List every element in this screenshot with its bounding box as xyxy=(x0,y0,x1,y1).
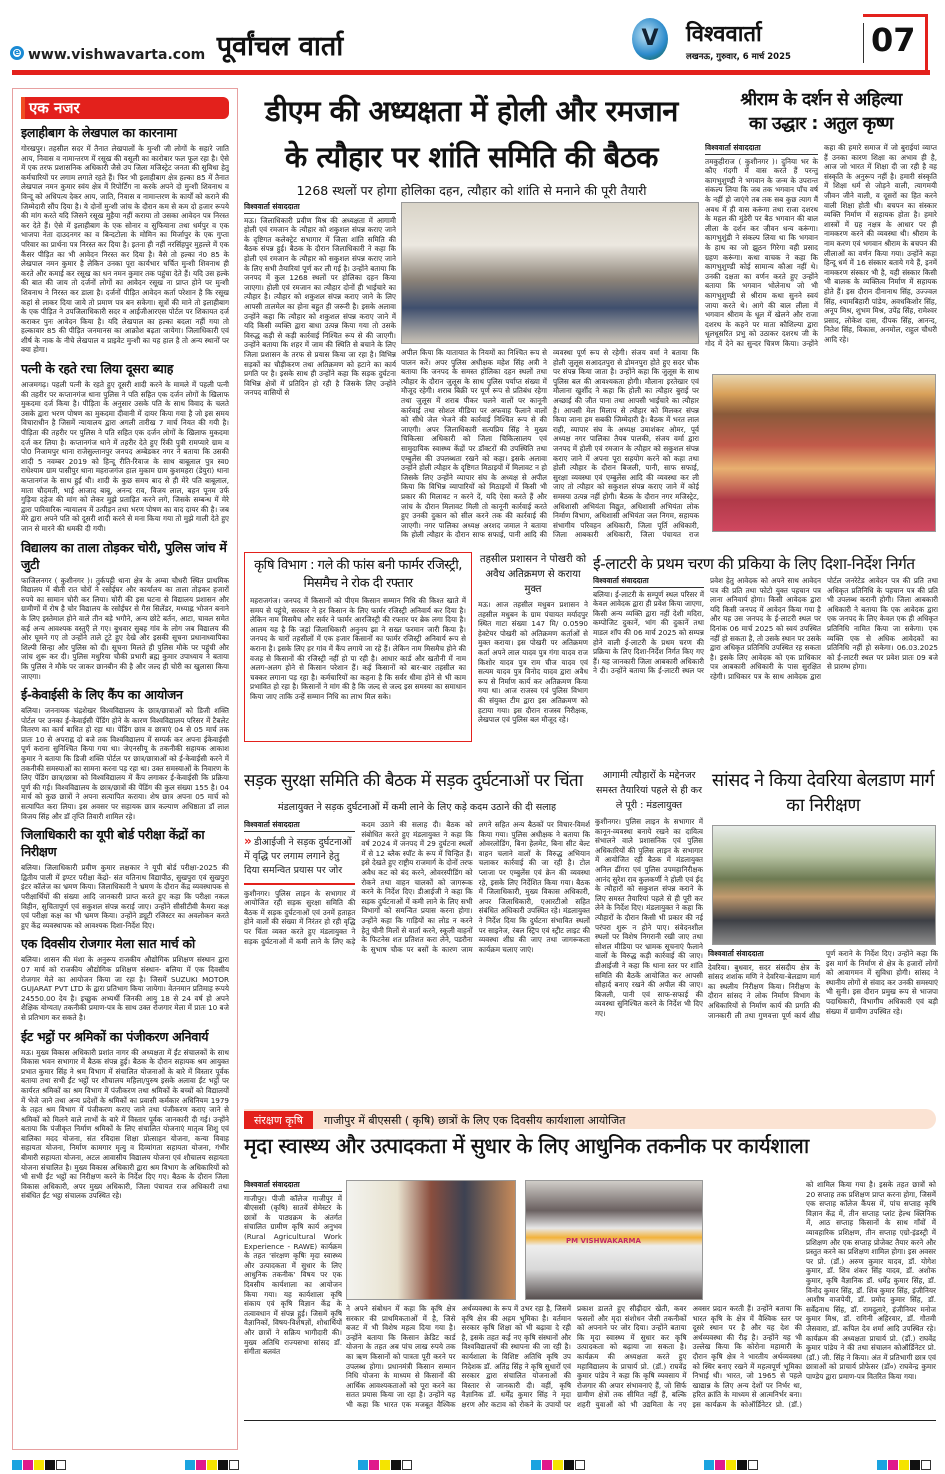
sadak-story-body: कुशीनगर। पुलिस लाइन के सभागार में आयोजित रही सड़क सुरक्षा समिति की बैठक में सड़क दुर्घटनाओं एवं उनमें हताहत होने वालों की संख्या में निरंतर हो रही वृद्धि पर चिंता व्यक्त करते हुए मंडलायुक्त ने सड़क दुर्घटनाओं में कमी लाने के लिए कड़े कदम उठाने की सलाह दी। बैठक को संबोधित करते हुए मंडलायुक्त ने कहा कि वर्ष 2024 में जनपद में 29 दुर्घटना स्थलों में से 12 ब्लैक स्पॉट के रूप में चिन्हित हैं। इसे देखते हुए राष्ट्रीय राजमार्ग के दोनों तरफ अवैध कट को बंद करने, ओवरस्पीडिंग को रोकने तथा वाहन चालकों को जागरूक करने के निर्देश दिए। डीआईजी ने कहा कि सड़क दुर्घटनाओं में कमी लाने के लिए सभी विभागों को समन्वित प्रयास करना होगा। उन्होंने कहा कि गाड़ियों का लोड न करने हेतु चीनी मिलों से वार्ता करने, स्कूली वाहनों के फिटनेस शत प्रतिशत करा लेने, पडरौना के सुभाष चौक पर बसों के कारण जाम लगने सहित अन्य बैठकों पर विचार-विमर्श किया गया। पुलिस अधीक्षक ने बताया कि ओवरलोडिंग, बिना हेलमेट, बिना सीट बेल्ट वाहन चलाने वालों के विरुद्ध अभियान चलाकर कार्रवाई की जा रही है। टोल प्लाजा पर एम्बुलेंस एवं क्रेन की व्यवस्था रहे, इसके लिए निर्देशित किया गया। बैठक में जिलाधिकारी, मुख्य विकास अधिकारी, अपर जिलाधिकारी, एआरटीओ सहित संबंधित अधिकारी उपस्थित रहे। मंडलायुक्त ने निर्देश दिया कि दुर्घटना संभावित स्थलों पर साइनेज, रंबल स्ट्रिप एवं स्ट्रीट लाइट की व्यवस्था शीघ्र की जाए तथा जागरूकता कार्यक्रम चलाए जाएं। xyxy=(244,820,590,954)
left-story-title: ई-केवाईसी के लिए कैंप का आयोजन xyxy=(21,687,183,703)
color-registration-marks xyxy=(12,1455,932,1467)
sanrakshan-krishi-banner xyxy=(244,1109,936,1129)
double-chevron-icon: » xyxy=(244,833,252,848)
tehsil-story: तहसील प्रशासन ने पोखरी को अवैध अतिक्रमण से कराया मुक्त मऊ। आज तहसील मधुबन प्रशासन ने तहसील मधुबन के ग्राम पंचायत मर्यादपुर स्थित गाटा संख्या 147 मि/ 0.0590 हेक्टेयर पोखरी को अतिक्रमण कर्ताओं से मुक्त कराया। इस पोखरी पर अतिक्रमण कर्ता अपने लाल यादव पुत्र गंगा यादव राज किशोर यादव पुत्र राम चीज यादव एवं सत्यम यादव पुत्र विनोद यादव द्वारा अवैध रूप से निर्माण कार्य कर अतिक्रमण किया गया था। आज राजस्व एवं पुलिस विभाग की संयुक्त टीम द्वारा इस अतिक्रमण को हटाया गया। इस दौरान राजस्व निरीक्षक, लेखपाल एवं पुलिस बल मौजूद रहे। xyxy=(478,554,588,725)
left-story-title: इलाहीबाग के लेखपाल का कारनामा xyxy=(21,125,177,140)
shriram-headline: श्रीराम के दर्शन से अहिल्या का उद्धार : अतुल कृष्ण xyxy=(740,90,902,134)
sansad-story: विश्ववार्ता संवाददाता देवरिया। बुधवार, सदर संसदीय क्षेत्र के सांसद शशांक मणि ने देवरिया-बेलडाण मार्ग का स्थलीय निरीक्षण किया। निरीक्षण के दौरान सांसद ने लोक निर्माण विभाग के अधिकारियों से निर्माण कार्य की प्रगति की जानकारी ली तथा गुणवत्ता पूर्ण कार्य शीघ्र पूर्ण कराने के निर्देश दिए। उन्होंने कहा कि इस मार्ग के निर्माण से क्षेत्र के हजारों लोगों को आवागमन में सुविधा होगी। सांसद ने स्थानीय लोगों से संवाद कर उनकी समस्याएं भी सुनी। इस दौरान प्रमुख रूप से भाजपा पदाधिकारी, विभागीय अधिकारी एवं बड़ी संख्या में ग्रामीण उपस्थित रहे। xyxy=(708,949,938,1020)
main-story: विश्ववार्ता संवाददाता मऊ। जिलाधिकारी प्रवीण मिश्र की अध्यक्षता में आगामी होली एवं रमजान के त्यौहार को शकुशल संपन्न कराए जाने के दृष्टिगत कलेक्ट्रेट सभागार में जिला शांति समिति की बैठक संपन्न हुई। बैठक के दौरान जिलाधिकारी ने कहा कि होली एवं रमजान के त्यौहार को सकुशल संपन्न कराए जाने के लिए सभी तैयारियां पूर्ण कर ली गई है। उन्होंने बताया कि जनपद में कुल 1268 स्थलों पर होलिका दहन किया जाएगा। होली एवं रमजान का त्यौहार दोनों ही भाईचारे का त्यौहार है। त्यौहार को शकुशल संपन्न कराए जाने के लिए आपसी तालमेल का होना बहुत ही जरूरी है। इसके अलावा उन्होंने कहा कि त्यौहार को शकुशल संपन्न कराए जाने में यदि किसी व्यक्ति द्वारा बाधा उत्पन्न किया गया तो उसके विरुद्ध कड़ी से कड़ी कार्रवाई निश्चित रूप से की जाएगी। उन्होंने बताया कि शहर में जाम की स्थिति से बचाने के लिए जिला प्रशासन के तरफ से प्रयास किया जा रहा है। विभिन्न सड़कों का चौड़ीकरण तथा अतिक्रमण को हटाने का कार्य प्रगति पर है। इसके साथ ही उन्होंने कहा कि सड़क दुर्घटना विभिन्न क्षेत्रों में प्रतिदिन हो रही है जिसके लिए उन्होंने जनपद वासियों से अपील किया कि यातायात के नियमों का निश्चित रूप से पालन करें। अपर पुलिस अधीक्षक महेश सिंह अत्री ने बताया कि जनपद के समस्त होलिका दहन स्थलों तथा त्यौहार के दौरान जुलूस के साथ पुलिस पर्याप्त संख्या में मौजूद रहेगी। शराब बिक्री पर पूर्ण रूप से प्रतिबंध रहेगा तथा जुलूस में शराब पीकर चलने वालों पर कानूनी कार्रवाई तथा सोशल मीडिया पर अफवाह फैलाने वालों को सीधे जेल भेजने की कार्रवाई निश्चित रूप से की जाएगी। अपर जिलाधिकारी सत्यप्रिय सिंह ने मुख्य चिकित्सा अधिकारी को जिला चिकित्सालय एवं सामुदायिक स्वास्थ्य केंद्रों पर डॉक्टरों की उपस्थिति तथा एम्बुलेंस की उपलब्धता रखने को कहा। इसके अलावा उन्होंने होली त्यौहार के दृष्टिगत मिठाइयों में मिलावट न हो जिसके लिए उन्होंने व्यापार संघ के अध्यक्ष से अपील किया कि विभिन्न व्यापारियों को मिठाइयों में किसी भी प्रकार की मिलावट न करने दें, यदि ऐसा करते हैं और जांच के दौरान मिलावट मिली तो कानूनी कार्रवाई करते हुए उनकी दुकान को सील करने तक की कार्रवाई की जाएगी। नगर पालिका अध्यक्ष अरशद जमाल ने बताया कि होली त्यौहार के दौरान साफ सफाई, पानी आदि की व्यवस्था पूर्ण रूप से रहेगी। संजय वर्मा ने बताया कि होली जुलूस सआदतपुरा से डोमनपुरा होते हुए सदर चौक पर संपन्न किया जाता है। उन्होंने कहा कि जुलूस के साथ पुलिस बल की आवश्यकता होगी। मौलाना इरतेखार एवं मौलाना खुर्शीद ने कहा कि होली का त्यौहार बुराई पर अच्छाई की जीत पाना तथा आपसी भाईचारे का त्यौहार है। आपसी मेल मिलाप से त्यौहार को मिलकर संपन्न किया जाना हम सबकी जिम्मेदारी है। बैठक में भरत लाल राही, व्यापार संघ के अध्यक्ष उमाशंकर ओमर, पूर्व अध्यक्ष नगर पालिका तैयब पालकी, संजय वर्मा द्वारा जनपद में होली एवं रमजान के त्यौहार को सकुशल संपन्न कराए जाने में अपना पूरा सहयोग करने को कहा तथा होली त्यौहार के दौरान बिजली, पानी, साफ सफाई, सुरक्षा व्यवस्था एवं एम्बुलेंस आदि की व्यवस्था कर ली जाए तो त्यौहार को सकुशल संपन्न कराए जाने में कोई समस्या उत्पन्न नहीं होगी। बैठक के दौरान नगर मजिस्ट्रेट, अधिशासी अभियंता विद्युत, अधिशासी अभियंता लोक निर्माण विभाग, अधिशासी अभियंता जल निगम, सहायक संभागीय परिवहन अधिकारी, जिला पूर्ति अधिकारी, जिला आबकारी अधिकारी, जिला पंचायत राज xyxy=(244,202,699,540)
masthead xyxy=(0,0,945,76)
left-story xyxy=(21,935,229,1022)
cmyk-swatch-group xyxy=(877,1455,932,1467)
cmyk-swatch-group xyxy=(185,1455,240,1467)
left-story-body: बलिया। शासन की मंशा के अनुरूप राजकीय औद्योगिक प्रशिक्षण संस्थान द्वारा 07 मार्च को राजकीय औद्योगिक प्रशिक्षण संस्थान- बलिया में एक दिवसीय रोजगार मेले का आयोजन किया जा रहा है। जिसमें SUZUKI MOTOR GUJARAT PVT LTD के द्वारा प्रतिभाग किया जायेगा। वेतनमान प्रतिमाह रूपये 24550.00 देय है। इच्छुक अभ्यर्थी जिनकी आयु 18 से 24 वर्ष हो अपने शैक्षिक योग्यता/ तकनीकी प्रमाण-पत्र के साथ उक्त रोजगार मेला में प्रातः 10 बजे से प्रतिभाग कर सकते है। xyxy=(21,955,229,1022)
workshop-photo-1 xyxy=(346,1180,516,1300)
page-number-box xyxy=(863,14,928,74)
shriram-story: विश्ववार्ता संवाददाता तमकुहीराज ( कुशीनगर )। दुनिया भर के कौए गंदगी में वास करते हैं परन्तु कागभुशुण्डी ने भगवान के जन्म के उपरान्त संकल्प लिया कि जब तक भगवान पाँच वर्ष के नहीं हो जाएंगे तब तक सब कुछ त्याग मैं अवध में ही वास करूंगा तथा राजा दशरथ के महल की मुंडेरी पर बैठ भगवान की बाल लीला के दर्शन कर जीवन धन्य करूंगा। कागभुशुंडी ने संकल्प लिया था कि भगवान के हाथ का जो झूठन गिरेगा वही प्रसाद ग्रहण करूंगा। कथा वाचक ने कहा कि कागभुशुण्डी कोई सामान्य कौआ नहीं थे। उनकी दक्षता का वर्णन करते हुए उन्होंने बताया कि भगवान भोलेनाथ जो भी कागभुशुण्डी से श्रीराम कथा सुनने स्वयं जाया करते थे। आगे की बाल लीला में भगवान श्रीराम के धूल में खेलने और राजा दशरथ के कहने पर माता कौशिल्या द्वारा धूलधूसरित प्रभु को उठाकर दशरथ जी के गोद में देने का सुन्दर चित्रण किया। उन्होंने कहा की हमारे समाज में जो बुराईयां व्याप्त हैं उनका कारण शिक्षा का अभाव ही है, आज जो भारत में शिक्षा दी जा रही है वह संस्कृति के अनुरूप नहीं है। हमारी संस्कृति में शिक्षा धर्म से जोड़ने वाली, त्यागमयी जीवन जीने वाली, व दूसरों का हित करने वाली शिक्षा होती थी। बचपन का संस्कार व्यक्ति निर्माण में सहायक होता है। हमारे शास्त्रों में ग्रह नक्षत्र के आधार पर ही नामकरण करने की व्यवस्था थी। श्रीराम के नाम करण एवं भगवान श्रीराम के बचपन की लीलाओं का वर्णन किया गया। उन्होंने कहा हिन्दू धर्म में 16 संस्कार बताये गये हैं, इनमें नामकरण संस्कार भी है, यही संस्कार किसी भी बालक के व्यक्तित्व निर्माण में सहायक होते हैं। इस दौरान दीनानाथ सिंह, उज्ज्वल सिंह, श्यामबिहारी पांडेय, अवधकिशोर सिंह, अनूप मिश्र, शुभम मिश्र, उपेंद्र सिंह, रामेश्वर प्रसाद, लोकेश दास, दीपक सिंह, आनन्द, नितेश सिंह, विकास, अनमोल, राहुल चौधरी आदि रहे। xyxy=(705,143,937,348)
left-story xyxy=(21,360,229,534)
ek-nazar-banner: एक नजर xyxy=(21,97,229,119)
left-story-body: बलिया। जननायक चंद्रशेखर विश्वविद्यालय के छात्र/छात्राओं को डिजी शक्ति पोर्टल पर उनका ई-केवाईसी पेंडिंग होने के कारण विश्वविद्यालय परिसर में टैबलेट वितरण का कार्य बाधित हो रहा था। पेंडिंग छात्र व छात्राएं 04 से 05 मार्च तक प्रातः 10 से अपराह्न दो बजे तक विश्वविद्यालय में सम्पर्क कर अपना ईकेवाईसी पूर्ण कराना सुनिश्चित किया गया था। जेएनसीयू के तकनीकी सहायक आकाश कुमार ने बताया कि डिजी शक्ति पोर्टल पर छात्र/छात्राओं को ई-केवाईसी करने में तकनीकी समस्याओं का सामना करना पड़ रहा था। उक्त समस्याओं के निवारण के लिए पेंडिंग छात्र/छात्रा को विश्वविद्यालय में कैंप लगाकर ई-केवाईसी कि प्रक्रिया पूर्ण की गई। विश्वविद्यालय के छात्र/छात्रों की पेंडिंग की कुल संख्या 155 है। 04 मार्च को कुछ छात्रों ने अपना सत्यापित कराया। शेष छात्र अपना 05 मार्च को सत्यापित करा लिया। इस अवसर पर सहायक छात्र कल्याण अधिष्ठाता डॉ लाल विजय सिंह और डॉ तृप्ति तिवारी शामिल रहे। xyxy=(21,706,229,821)
page-number: 07 xyxy=(871,21,916,59)
krishi-story: कृषि विभाग : गले की फांस बनी फार्मर रजिस्ट्री, मिसमैच ने रोक दी रफ्तार महराजगंज। जनपद में किसानों को पीएम किसान सम्मान निधि की किश्त खाते में समय से पहुंचे, सरकार ने हर किसान के लिए फार्मर रजिस्ट्री अनिवार्य कर दिया है। लेकिन नाम मिसमैच और सर्वर ने फार्मर आरजिस्ट्री की रफ्तार पर ब्रेक लगा दिया है। आलम यह है कि जहां जिलाधिकारी अनुनय झा ने सख्त फरमान जारी किया है। जनपद के चारों तहसीलों में एक हजार किसानों का फार्मर रजिस्ट्री अनिवार्य रूप से कराना है। इसके लिए हर गांव में कैंप लगाये जा रहे हैं। लेकिन नाम मिसमैच होने की वजह से किसानों की रजिस्ट्री नहीं हो पा रही है। आधार कार्ड और खतौनी में नाम अलग-अलग होने से किसान परेशान हैं। कई किसानों को बार-बार तहसील का चक्कर लगाना पड़ रहा है। कर्मचारियों का कहना है कि सर्वर धीमा होने से भी काम प्रभावित हो रहा है। किसानों ने मांग की है कि जल्द से जल्द इस समस्या का समाधान किया जाए ताकि उन्हें सम्मान निधि का लाभ मिल सके। xyxy=(244,552,472,742)
ie-icon: e xyxy=(10,46,24,60)
road-inspection-photo xyxy=(712,825,936,945)
brand-logo: V xyxy=(632,18,668,60)
main-subheadline: 1268 स्थलों पर होगा होलिका दहन, त्यौहार को शांति से मनाने की पूरी तैयारी xyxy=(296,183,647,198)
main-headline: डीएम की अध्यक्षता में होली और रमजान के त्यौहार पर शांति समिति की बैठक xyxy=(265,94,678,174)
katha-audience-photo xyxy=(712,374,936,532)
bottom-story-body: विश्ववार्ता संवाददाता गाजीपुर। पीजी कॉलेज गाजीपुर में बीएससी (कृषि) सातवें सेमेस्टर के छात्रों के पाठ्यक्रम के अंतर्गत संचालित ग्रामीण कृषि कार्य अनुभव (Rural Agricultural Work Experience - RAWE) कार्यक्रम के तहत 'संरक्षण कृषिः मृदा स्वास्थ्य और उत्पादकता में सुधार के लिए आधुनिक तकनीक' विषय पर एक दिवसीय कार्यशाला का आयोजन किया गया। यह कार्यशाला कृषि संकाय एवं कृषि विज्ञान केंद्र के तत्वावधान में संपन्न हुई। जिसमें कृषि वैज्ञानिकों, विषय-विशेषज्ञों, शोधार्थियों और छात्रों ने सक्रिय भागीदारी की। मुख्य अतिथि राज्यसभा सांसद डॉ. संगीता बलवंत xyxy=(244,1180,342,1357)
aagami-body: कुशीनगर। पुलिस लाइन के सभागार में कानून-व्यवस्था बनाये रखने का दायित्व संभालने वाले प्रशासनिक एवं पुलिस अधिकारियों की पुलिस लाइन के सभागार में आयोजित रही बैठक में मंडलायुक्त अनिल ढींगरा एवं पुलिस उपमहानिरीक्षक आनंद सुरेश राव कुलकर्णी ने होली एवं ईद के त्यौहारों को सकुशल संपन्न कराने के लिए समस्त तैयारियां पहले से ही पूरी कर लेने के निर्देश दिए। मंडलायुक्त ने कहा कि त्यौहारों के दौरान किसी भी प्रकार की नई परंपरा शुरू न होने पाए। संवेदनशील स्थलों पर विशेष निगरानी रखी जाए तथा सोशल मीडिया पर भ्रामक सूचनाएं फैलाने वालों के विरुद्ध कड़ी कार्रवाई की जाए। डीआईजी ने कहा कि थाना स्तर पर शांति समिति की बैठकें आयोजित कर आपसी सौहार्द बनाए रखने की अपील की जाए। बिजली, पानी एवं साफ-सफाई की व्यवस्था सुनिश्चित करने के निर्देश भी दिए गए। xyxy=(595,817,703,1018)
meeting-photo xyxy=(401,202,699,344)
left-story-body: आजमगढ़। पहली पत्नी के रहते हुए दूसरी शादी करने के मामले में पहली पत्नी की तहरीर पर कप्तानगंज थाना पुलिस ने पति सहित एक दर्जन लोगों के खिलाफ मुकदमा दर्ज किया है। पीड़िता के अनुसार उसके पति के साथ विवाद के चलते उसके द्वारा भरण पोषण का मुकदमा दीवानी में दायर किया गया है जो इस समय विचाराधीन है जिसमें न्यायालय द्वारा अगली तारीख 7 मार्च नियत की गयी है। पीड़िता की तहरीर पर पुलिस ने पति सहित एक दर्जन लोगों के खिलाफ मुकदमा दर्ज कर लिया है। कप्तानगंज थाने में तहरीर देते हुए रिंकी पुत्री रामप्यारे ग्राम व पो0 निजामपुर थाना राजेसुल्तानपुर जनपद अम्बेडकर नगर ने बताया कि उसकी शादी 5 नवम्बर 2019 को हिन्दू रीति-रिवाज के साथ बाबूलाल पुत्र स्व0 राधेश्याम ग्राम पासीपुर थाना महराजगंज हाल मुकाम ग्राम कुशमहरा (डेयुरा) थाना कप्तानगंज के साथ हुई थी। शादी के कुछ समय बाद से ही मेरे पति बाबूलाल, माता चौदमती, भाई आजाद बाबू, अनन्द राव, विजय लाल, बहन पूनम उर्फ गुड़िया दहेज की मांग को लेकर मुझे प्रताड़ित करने लगे, जिसके सम्बन्ध में मेरे द्वारा पारिवारिक न्यायालय में उत्पीड़न तथा भरण पोषण का वाद दायर की है। जब मेरे द्वारा अपने पति को दूसरी शादी करने से मना किया गया तो मुझे गाली देते हुए जान से मारने की धमकी दी गयी। xyxy=(21,380,229,533)
ek-nazar-column xyxy=(12,88,238,1450)
left-story-title: एक दिवसीय रोजगार मेला सात मार्च को xyxy=(21,936,195,952)
left-story xyxy=(21,124,229,355)
header-rule xyxy=(12,70,930,75)
aagami-story xyxy=(595,768,703,1102)
main-story-body: मऊ। जिलाधिकारी प्रवीण मिश्र की अध्यक्षता में आगामी होली एवं रमजान के त्यौहार को शकुशल संपन्न कराए जाने के दृष्टिगत कलेक्ट्रेट सभागार में जिला शांति समिति की बैठक संपन्न हुई। बैठक के दौरान जिलाधिकारी ने कहा कि होली एवं रमजान के त्यौहार को सकुशल संपन्न कराए जाने के लिए सभी तैयारियां पूर्ण कर ली गई है। उन्होंने बताया कि जनपद में कुल 1268 स्थलों पर होलिका दहन किया जाएगा। होली एवं रमजान का त्यौहार दोनों ही भाईचारे का त्यौहार है। त्यौहार को शकुशल संपन्न कराए जाने के लिए आपसी तालमेल का होना बहुत ही जरूरी है। इसके अलावा उन्होंने कहा कि त्यौहार को शकुशल संपन्न कराए जाने में यदि किसी व्यक्ति द्वारा बाधा उत्पन्न किया गया तो उसके विरुद्ध कड़ी से कड़ी कार्रवाई निश्चित रूप से की जाएगी। उन्होंने बताया कि शहर में जाम की स्थिति से बचाने के लिए जिला प्रशासन के तरफ से प्रयास किया जा रहा है। विभिन्न सड़कों का चौड़ीकरण तथा अतिक्रमण को हटाने का कार्य प्रगति पर है। इसके साथ ही उन्होंने कहा कि सड़क दुर्घटना विभिन्न क्षेत्रों में प्रतिदिन हो रही है जिसके लिए उन्होंने जनपद वासियों से xyxy=(244,215,396,398)
left-story xyxy=(21,1028,229,1202)
left-story-body: बलिया। जिलाधिकारी प्रवीण कुमार लक्षकार ने यूपी बोर्ड परीक्षा-2025 की द्वितीय पाली में इण्टर परीक्षा केंद्रो- संत यतिनाथ विद्यापीठ, सुखपुरा एवं सुखपुरा इंटर कॉलेज का भ्रमण किया। जिलाधिकारी ने भ्रमण के दौरान केंद्र व्यवस्थापक से परीक्षार्थियों की संख्या आदि जानकारी प्राप्त करते हुए कहा कि परीक्षा नकल विहीन, सुचितापूर्ण एवं सकुशल संपन्न कराई जाए। उन्होंने सीसीटीवी कैमरा कक्ष एवं परीक्षा कक्ष का भी भ्रमण किया। उन्होंने ड्यूटी रजिस्टर का अवलोकन करते हुए केंद्र व्यवस्थापक को आवश्यक दिशा-निर्देश दिए। xyxy=(21,863,229,930)
dateline: लखनऊ, गुरुवार, 6 मार्च 2025 xyxy=(686,52,791,62)
website-url[interactable]: www.vishwavarta.com xyxy=(28,47,206,63)
sadak-subheadline: मंडलायुक्त ने सड़क दुर्घटनाओं में कमी लाने के लिए कड़े कदम उठाने की दी सलाह xyxy=(277,802,557,813)
left-story-title: ईट भट्ठों पर श्रमिकों का पंजीकरण अनिवार्य xyxy=(21,1028,209,1044)
cmyk-swatch-group xyxy=(531,1455,586,1467)
sadak-headline: सड़क सुरक्षा समिति की बैठक में सड़क दुर्घटनाओं पर चिंता xyxy=(244,771,583,791)
main-story-body-continued: अपील किया कि यातायात के नियमों का निश्चित रूप से पालन करें। अपर पुलिस अधीक्षक महेश सिंह अत्री ने बताया कि जनपद के समस्त होलिका दहन स्थलों तथा त्यौहार के दौरान जुलूस के साथ पुलिस पर्याप्त संख्या में मौजूद रहेगी। शराब बिक्री पर पूर्ण रूप से प्रतिबंध रहेगा तथा जुलूस में शराब पीकर चलने वालों पर कानूनी कार्रवाई तथा सोशल मीडिया पर अफवाह फैलाने वालों को सीधे जेल भेजने की कार्रवाई निश्चित रूप से की जाएगी। अपर जिलाधिकारी सत्यप्रिय सिंह ने मुख्य चिकित्सा अधिकारी को जिला चिकित्सालय एवं सामुदायिक स्वास्थ्य केंद्रों पर डॉक्टरों की उपस्थिति तथा एम्बुलेंस की उपलब्धता रखने को कहा। इसके अलावा उन्होंने होली त्यौहार के दृष्टिगत मिठाइयों में मिलावट न हो जिसके लिए उन्होंने व्यापार संघ के अध्यक्ष से अपील किया कि विभिन्न व्यापारियों को मिठाइयों में किसी भी प्रकार की मिलावट न करने दें, यदि ऐसा करते हैं और जांच के दौरान मिलावट मिली तो कानूनी कार्रवाई करते हुए उनकी दुकान को सील करने तक की कार्रवाई की जाएगी। नगर पालिका अध्यक्ष अरशद जमाल ने बताया कि होली त्यौहार के दौरान साफ सफाई, पानी आदि की व्यवस्था पूर्ण रूप से रहेगी। संजय वर्मा ने बताया कि होली जुलूस सआदतपुरा से डोमनपुरा होते हुए सदर चौक पर संपन्न किया जाता है। उन्होंने कहा कि जुलूस के साथ पुलिस बल की आवश्यकता होगी। मौलाना इरतेखार एवं मौलाना खुर्शीद ने कहा कि होली का त्यौहार बुराई पर अच्छाई की जीत पाना तथा आपसी भाईचारे का त्यौहार है। आपसी मेल मिलाप से त्यौहार को मिलकर संपन्न किया जाना हम सबकी जिम्मेदारी है। बैठक में भरत लाल राही, व्यापार संघ के अध्यक्ष उमाशंकर ओमर, पूर्व अध्यक्ष नगर पालिका तैयब पालकी, संजय वर्मा द्वारा जनपद में होली एवं रमजान के त्यौहार को सकुशल संपन्न कराए जाने में अपना पूरा सहयोग करने को कहा तथा होली त्यौहार के दौरान बिजली, पानी, साफ सफाई, सुरक्षा व्यवस्था एवं एम्बुलेंस आदि की व्यवस्था कर ली जाए तो त्यौहार को सकुशल संपन्न कराए जाने में कोई समस्या उत्पन्न नहीं होगी। बैठक के दौरान नगर मजिस्ट्रेट, अधिशासी अभियंता विद्युत, अधिशासी अभियंता लोक निर्माण विभाग, अधिशासी अभियंता जल निगम, सहायक संभागीय परिवहन अधिकारी, जिला पूर्ति अधिकारी, जिला आबकारी अधिकारी, जिला पंचायत राज xyxy=(401,348,699,540)
sadak-story: विश्ववार्ता संवाददाता » डीआईजी ने सड़क दुर्घटनाओं में वृद्धि पर लगाम लगाने हेतु दिया समन्वित प्रयास पर जोर कुशीनगर। पुलिस लाइन के सभागार में आयोजित रही सड़क सुरक्षा समिति की बैठक में सड़क दुर्घटनाओं एवं उनमें हताहत होने वालों की संख्या में निरंतर हो रही वृद्धि पर चिंता व्यक्त करते हुए मंडलायुक्त ने सड़क दुर्घटनाओं में कमी लाने के लिए कड़े कदम उठाने की सलाह दी। बैठक को संबोधित करते हुए मंडलायुक्त ने कहा कि वर्ष 2024 में जनपद में 29 दुर्घटना स्थलों में से 12 ब्लैक स्पॉट के रूप में चिन्हित हैं। इसे देखते हुए राष्ट्रीय राजमार्ग के दोनों तरफ अवैध कट को बंद करने, ओवरस्पीडिंग को रोकने तथा वाहन चालकों को जागरूक करने के निर्देश दिए। डीआईजी ने कहा कि सड़क दुर्घटनाओं में कमी लाने के लिए सभी विभागों को समन्वित प्रयास करना होगा। उन्होंने कहा कि गाड़ियों का लोड न करने हेतु चीनी मिलों से वार्ता करने, स्कूली वाहनों के फिटनेस शत प्रतिशत करा लेने, पडरौना के सुभाष चौक पर बसों के कारण जाम लगने सहित अन्य बैठकों पर विचार-विमर्श किया गया। पुलिस अधीक्षक ने बताया कि ओवरलोडिंग, बिना हेलमेट, बिना सीट बेल्ट वाहन चलाने वालों के विरुद्ध अभियान चलाकर कार्रवाई की जा रही है। टोल प्लाजा पर एम्बुलेंस एवं क्रेन की व्यवस्था रहे, इसके लिए निर्देशित किया गया। बैठक में जिलाधिकारी, मुख्य विकास अधिकारी, अपर जिलाधिकारी, एआरटीओ सहित संबंधित अधिकारी उपस्थित रहे। मंडलायुक्त ने निर्देश दिया कि दुर्घटना संभावित स्थलों पर साइनेज, रंबल स्ट्रिप एवं स्ट्रीट लाइट की व्यवस्था शीघ्र की जाए तथा जागरूकता कार्यक्रम चलाए जाएं। xyxy=(244,820,590,954)
workshop-photo-2: PM VISHWAKARMA xyxy=(525,1180,703,1300)
left-story-body: गोरखपुर। तहसील सदर में तैनात लेखपालों के मुन्शी जी लोगों के सहारे जाति आय, निवास व नामान्तरण में रसूख की वसूली का कारोबार फल फूल रहा है। ऐसे में एक तरफ प्रशासनिक अधिकारी जैसे उप जिला मजिस्ट्रेट जनता की सुविधा हेतु कर्मचारियों पर लगाम लगाते रहते हैं। फिर भी इलाहीबाग क्षेत्र हल्का 85 में तैनात लेखपाल नमन कुमार स्वंय क्षेत्र में रिपोर्टिंग ना करके अपने दो मुन्शी शिवनाथ व विन्दू को अधिपत्य देकर आय, जाति, निवास व नामान्तरण के कार्यों को कराने की जिम्मेदारी सौंप दिया है। ये दोनों मुन्शी जांच के दौरान कम से कम दो हजार रूपये की मांग करते यदि जिसने रसूख मुहैया नहीं कराया तो उसका आवेदन पत्र निरस्त कर देते हैं। ऐसे में इलाहीबाग के एक सोनार व सुफियाना तथा धर्मपुर व एक भाजपा नेता दाउदनगर का व बिन्दटोला के मोमिन का मिर्जापुर के एक गुप्ता परिवार का प्रार्थना पत्र निरस्त कर दिया है। इतना ही नहीं नरसिंहपुर मुहल्ले में एक कैंसर पीड़ित का भी आवेदन निरस्त कर दिया है। वैसे तो हल्का नं0 85 के लेखपाल नमन कुमार है लेकिन उनका पूरा कार्यभार चर्चित मुन्शी शिवनाथ ही करते और कमाई कर रसूख का धन नमन कुमार तक पहुंचा देते हैं। यदि उस हल्के की बात की जाय तो दर्जनों लोगों का आवेदन रसूख ना प्राप्त होने पर मुन्शी शिवनाथ ने निरस्त कर डाला है। दर्जनों पीड़ित आवेदन कर्ता परेशान है कि रसूख कहां से लाकर दिया जाये तो प्रमाण पत्र बन सकेगा। सूत्रों की माने तो इलाहीबाग के एक पीड़ित ने उपजिलाधिकारी सदर व आईजीआरएस पोर्टल पर शिकायत दर्ज कराकर पुनः आवेदन किया है। यदि लेखपाल का हल्का बदला नहीं गया तो हल्कावार 85 की पीड़ित जनमानस का आक्रोश बढ़ता जायेगा। जिलाधिकारी एवं शीर्ष के नाक के नीचे लेखपाल व प्राइवेट मुन्शी का यह हाल है तो अन्य स्थानों पर क्या होगा। xyxy=(21,144,229,355)
left-story xyxy=(21,539,229,682)
tehsil-headline: तहसील प्रशासन ने पोखरी को अवैध अतिक्रमण से कराया मुक्त xyxy=(479,554,587,595)
left-story xyxy=(21,686,229,821)
brand-name: विश्ववार्ता xyxy=(686,22,762,47)
left-story-body: मऊ। मुख्य विकास अधिकारी प्रशांत नागर की अध्यक्षता में ईंट संचालकों के साथ विकास भवन सभागार में बैठक संपन्न हुई। बैठक के दौरान सहायक श्रम आयुक्त प्रभात कुमार सिंह ने श्रम विभाग में संचालित योजनाओं के बारे में विस्तार पूर्वक बताया तथा सभी ईंट भट्ठों पर शौचालय महिला/पुरुष इसके अलावा ईंट भट्ठों पर कार्यरत श्रमिकों का श्रम विभाग में पंजीकरण तथा श्रमिकों के बच्चों को विद्यालयों में भेजे जाने तथा अन्य प्रदेशों के श्रमिकों का प्रवासी कर्मकार अधिनियम 1979 के तहत श्रम विभाग में पंजीकरण कराए जाने तथा पंजीकरण कराए जाने से श्रमिकों को मिलने वाले लाभों के बारे में विस्तार पूर्वक जानकारी दी गई। उन्होंने बताया कि पंजीकृत निर्माण श्रमिकों के लिए संचालित योजनाएं मातृत्व शिशु एवं बालिका मदद योजना, संत रविदास शिक्षा प्रोत्साहन योजना, कन्या विवाह सहायता योजना, निर्माण कामगार मृत्यु व दिव्यांगता सहायता योजना, गंभीर बीमारी सहायता योजना, अटल आवासीय विद्यालय योजना एवं शौचालय सहायता योजना संचालित है। मुख्य विकास अधिकारी द्वारा श्रम विभाग के अधिकारियों को भी सभी ईंट भट्ठों का निरीक्षण करने के निर्देश दिए गए। बैठक के दौरान जिला विकास अधिकारी, अपर मुख्य अधिकारी, जिला पंचायत राज अधिकारी तथा संबंधित ईंट भट्ठा संचालक उपस्थित रहे। xyxy=(21,1047,229,1201)
cmyk-swatch-group xyxy=(12,1455,67,1467)
section-tag: संरक्षण कृषि xyxy=(244,1111,313,1129)
aagami-headline: आगामी त्यौहारों के मद्देनजर समस्त तैयारियां पहले से ही कर ले पूरी : मंडलायुक्त xyxy=(595,770,702,811)
sadak-pull-quote: » डीआईजी ने सड़क दुर्घटनाओं में वृद्धि पर लगाम लगाने हेतु दिया समन्वित प्रयास पर जोर xyxy=(244,834,355,885)
left-story-title: पत्नी के रहते रचा लिया दूसरा ब्याह xyxy=(21,361,174,377)
bottom-rule xyxy=(244,1420,936,1421)
cmyk-swatch-group xyxy=(358,1455,413,1467)
left-story-title: विद्यालय का ताला तोड़कर चोरी, पुलिस जांच में जुटी xyxy=(21,539,227,572)
elottery-story: विश्ववार्ता संवाददाता बलिया। ई-लाटरी के सम्पूर्ण स्थल परिसर में केवल आवेदक द्वारा ही प्रवेश किया जाएगा, किसी अन्य व्यक्ति द्वारा नहीं देशी मदिरा, कम्पोजिट दुकानें, भांग की दुकानें तथा माडल शॉप की 06 मार्च 2025 को सम्पन्न होने वाली ई-लाटरी के प्रथम चरण की प्रक्रिया के लिए दिशा-निर्देश निर्गत किए गए हैं। यह जानकारी जिला आबकारी अधिकारी ने दी। उन्होंने बताया कि ई-लाटरी स्थल पर प्रवेश हेतु आवेदक को अपने साथ आवेदन पत्र की प्रति तथा फोटो युक्त पहचान पत्र लाना अनिवार्य होगा। किसी आवेदक द्वारा यदि किसी जनपद में आवेदन किया गया है और यह उस जनपद के ई-लाटरी स्थल पर दिनांक 06 मार्च 2025 को स्वयं उपस्थित नहीं हो सकता है, तो उसके स्थान पर उसके द्वारा अधिकृत प्रतिनिधि उपस्थित रह सकता है। इसके लिए आवेदक को एक प्राधिकार पत्र आबकारी अधिकारी के पास सुरक्षित रहेगी। प्राधिकार पत्र के साथ आवेदक द्वारा पोर्टल जनरेटेड आवेदन पत्र की प्रति तथा अधिकृत प्रतिनिधि के पहचान पत्र की प्रति भी उपलब्ध करानी होगी। जिला आबकारी अधिकारी ने बताया कि एक आवेदक द्वारा एक जनपद के लिए केवल एक ही अधिकृत प्रतिनिधि नामित किया जा सकेगा। एक व्यक्ति एक से अधिक आवेदकों का प्रतिनिधि नहीं हो सकेगा। 06.03.2025 को ई-लाटरी स्थल पर प्रवेश प्रातः 09 बजे से प्रारम्भ होगा। xyxy=(593,576,938,681)
kicker: गाजीपुर में बीएससी ( कृषि) छात्रों के लिए एक दिवसीय कार्यशाला आयोजित xyxy=(324,1114,626,1127)
left-story-title: जिलाधिकारी का यूपी बोर्ड परीक्षा केंद्रों का निरीक्षण xyxy=(21,827,205,860)
section-title: पूर्वांचल वार्ता xyxy=(216,31,344,62)
elottery-headline: ई-लाटरी के प्रथम चरण की प्रकिया के लिए दिशा-निर्देश निर्गत xyxy=(593,555,915,573)
bottom-headline: मृदा स्वास्थ्य और उत्पादकता में सुधार के लिए आधुनिक तकनीक पर कार्यशाला xyxy=(244,1134,809,1158)
left-story-body: फाजिलनगर ( कुशीनगर )। तुर्कपट्टी थाना क्षेत्र के अम्वा चौधरी स्थित प्राथमिक विद्यालय में बीती रात चोरों ने रसोईघर और कार्यालय का ताला तोड़कर हजारों रुपये का सामान चोरी कर लिया। चोरी की इस घटना से विद्यालय प्रशासन और ग्रामीणों में रोष है चोर विद्यालय के रसोईघर से गैस सिलेंडर, मध्याह्न भोजन बनाने के लिए इस्तेमाल होने वाले तीन बड़े भगौने, अन्य छोटे बर्तन, आटा, चावल समेत कई अन्य आवश्यक वस्तुएँ ले गए। बुधवार सुबह गांव के लोग जब विद्यालय की ओर घूमने गए तो उन्होंने ताले टूटे हुए देखे और इसकी सूचना प्रधानाध्यापिका शिल्पी सिन्हा और पुलिस को दी। सूचना मिलते ही पुलिस मौके पर पहुंची और जांच शुरू कर दी। पुलिस मधुरिया चौकी प्रभारी ब्रह्म कुमार उपाध्याय ने बताया कि पुलिस ने मौके पर जाकर छानबीन की है और जल्द ही चोरी का खुलासा किया जाएगा। xyxy=(21,575,229,681)
krishi-headline: कृषि विभाग : गले की फांस बनी फार्मर रजिस्ट्री, मिसमैच ने रोक दी रफ्तार xyxy=(254,558,462,591)
left-story xyxy=(21,826,229,930)
cmyk-swatch-group xyxy=(704,1455,759,1467)
sansad-headline: सांसद ने किया देवरिया बेलडाण मार्ग का निरीक्षण xyxy=(711,770,935,816)
